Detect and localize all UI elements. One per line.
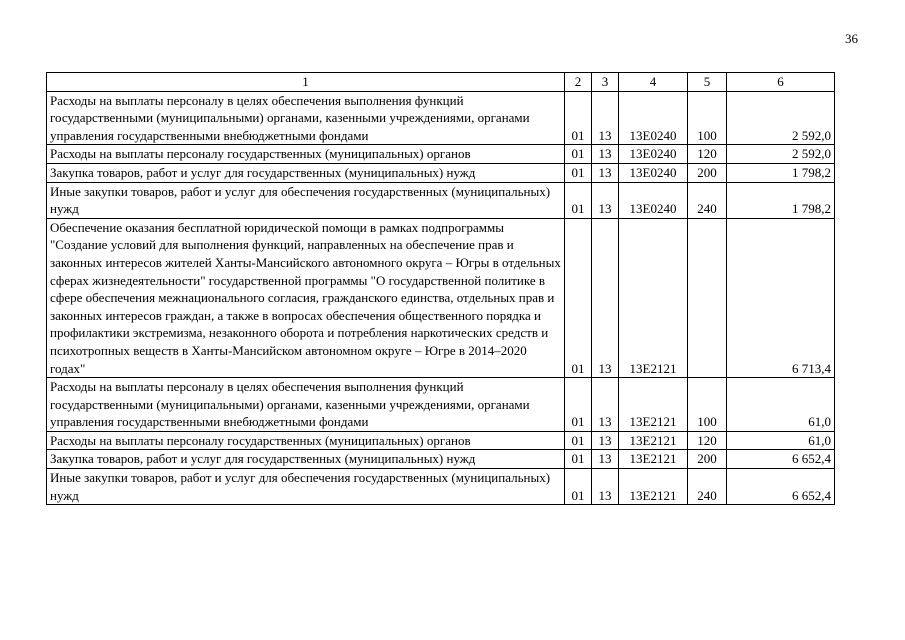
row-expense-type: 240 (688, 182, 727, 218)
row-name: Расходы на выплаты персоналу в целях обеспечения выполнения функций государственными (муниципальными) органами, казенными учреждениями, органами управления государственными внебюджетными фондами (47, 378, 565, 432)
row-amount: 61,0 (727, 431, 835, 450)
row-subsection: 13 (592, 431, 619, 450)
table-header-row (47, 73, 835, 92)
row-subsection: 13 (592, 450, 619, 469)
row-expense-type: 200 (688, 163, 727, 182)
row-expense-type: 200 (688, 450, 727, 469)
row-name: Закупка товаров, работ и услуг для государственных (муниципальных) нужд (47, 450, 565, 469)
table-row (47, 450, 835, 469)
row-amount: 1 798,2 (727, 182, 835, 218)
row-section: 01 (565, 431, 592, 450)
row-target-code: 13Е2121 (619, 450, 688, 469)
row-target-code: 13Е0240 (619, 145, 688, 164)
row-target-code: 13Е2121 (619, 378, 688, 432)
row-name: Иные закупки товаров, работ и услуг для обеспечения государственных (муниципальных) нужд (47, 469, 565, 505)
row-amount: 6 713,4 (727, 218, 835, 377)
table-row (47, 218, 835, 377)
row-amount: 2 592,0 (727, 145, 835, 164)
row-section: 01 (565, 91, 592, 145)
row-subsection: 13 (592, 163, 619, 182)
row-subsection: 13 (592, 469, 619, 505)
row-target-code: 13Е0240 (619, 182, 688, 218)
row-expense-type (688, 218, 727, 377)
header-col-1: 1 (47, 73, 565, 92)
row-amount: 6 652,4 (727, 469, 835, 505)
row-amount: 6 652,4 (727, 450, 835, 469)
row-amount: 1 798,2 (727, 163, 835, 182)
budget-table (46, 72, 835, 505)
row-name: Расходы на выплаты персоналу в целях обеспечения выполнения функций государственными (муниципальными) органами, казенными учреждениями, органами управления государственными внебюджетными фондами (47, 91, 565, 145)
row-name: Расходы на выплаты персоналу государственных (муниципальных) органов (47, 431, 565, 450)
row-expense-type: 120 (688, 145, 727, 164)
row-name: Иные закупки товаров, работ и услуг для обеспечения государственных (муниципальных) нужд (47, 182, 565, 218)
row-target-code: 13Е0240 (619, 91, 688, 145)
row-subsection: 13 (592, 145, 619, 164)
row-section: 01 (565, 450, 592, 469)
row-name: Закупка товаров, работ и услуг для государственных (муниципальных) нужд (47, 163, 565, 182)
row-subsection: 13 (592, 182, 619, 218)
row-subsection: 13 (592, 91, 619, 145)
row-name: Расходы на выплаты персоналу государственных (муниципальных) органов (47, 145, 565, 164)
header-col-6: 6 (727, 73, 835, 92)
row-target-code: 13Е2121 (619, 218, 688, 377)
row-amount: 2 592,0 (727, 91, 835, 145)
row-section: 01 (565, 218, 592, 377)
row-section: 01 (565, 182, 592, 218)
table-row (47, 91, 835, 145)
row-target-code: 13Е2121 (619, 469, 688, 505)
table-row (47, 163, 835, 182)
row-expense-type: 240 (688, 469, 727, 505)
table-row (47, 182, 835, 218)
row-target-code: 13Е0240 (619, 163, 688, 182)
header-col-2: 2 (565, 73, 592, 92)
header-col-4: 4 (619, 73, 688, 92)
row-section: 01 (565, 145, 592, 164)
table-row (47, 431, 835, 450)
page-number: 36 (845, 31, 858, 46)
row-target-code: 13Е2121 (619, 431, 688, 450)
header-col-5: 5 (688, 73, 727, 92)
row-subsection: 13 (592, 218, 619, 377)
row-section: 01 (565, 469, 592, 505)
table-row (47, 469, 835, 505)
row-expense-type: 100 (688, 91, 727, 145)
row-amount: 61,0 (727, 378, 835, 432)
header-col-3: 3 (592, 73, 619, 92)
row-section: 01 (565, 378, 592, 432)
row-subsection: 13 (592, 378, 619, 432)
table-row (47, 378, 835, 432)
row-name: Обеспечение оказания бесплатной юридической помощи в рамках подпрограммы "Создание условий для выполнения функций, направленных на обеспечение прав и законных интересов жителей Ханты-Мансийского автономного округа – Югры в отдельных сферах жизнедеятельности" государственной программы "О государственной политике в сфере обеспечения межнационального согласия, гражданского единства, отдельных прав и законных интересов граждан, а также в вопросах обеспечения общественного порядка и профилактики экстремизма, незаконного оборота и потребления наркотических средств и психотропных веществ в Ханты-Мансийском автономном округе – Югре в 2014–2020 годах" (47, 218, 565, 377)
row-expense-type: 100 (688, 378, 727, 432)
row-section: 01 (565, 163, 592, 182)
table-row (47, 145, 835, 164)
row-expense-type: 120 (688, 431, 727, 450)
